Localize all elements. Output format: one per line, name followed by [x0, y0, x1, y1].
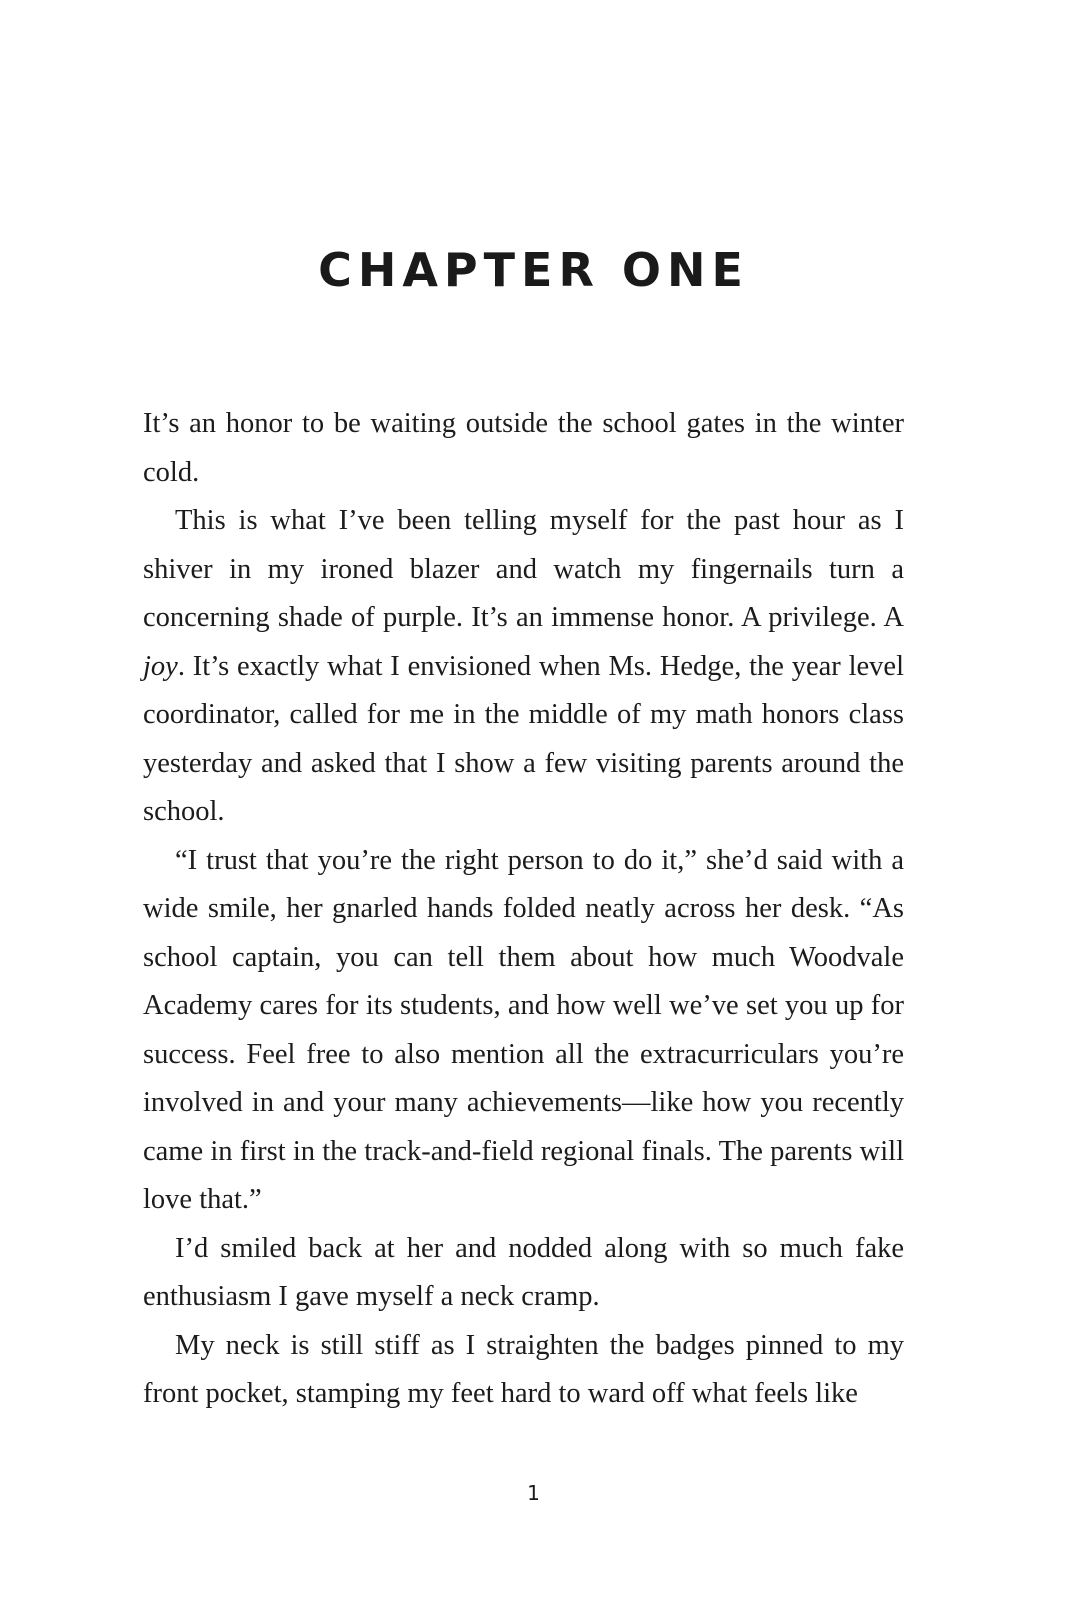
paragraph-1: It’s an honor to be waiting outside the school gates in the winter cold. — [143, 408, 904, 488]
paragraph-4: I’d smiled back at her and nodded along with so much fake enthusiasm I gave myself a neck cramp. — [143, 1232, 904, 1312]
chapter-body — [143, 400, 904, 1419]
chapter-title: CHAPTER ONE — [318, 243, 749, 297]
paragraph-2-text-end: . It’s exactly what I envisioned when Ms. Hedge, the year level coordinator, called for me in the middle of my math honors class yesterday and asked that I show a few visiting parents around the school. — [143, 650, 904, 827]
paragraph-3: “I trust that you’re the right person to do it,” she’d said with a wide smile, her gnarled hands folded neatly across her desk. “As school captain, you can tell them about how much Woodvale Academy cares for its students, and how well we’ve set you up for success. Feel free to also mention all the extracurriculars you’re involved in and your many achievements—like how you recently came in first in the track-and-field regional finals. The parents will love that.” — [143, 844, 904, 1215]
page-number: 1 — [527, 1481, 540, 1505]
paragraph-2 — [143, 497, 904, 837]
emphasis-joy: joy — [143, 650, 178, 682]
paragraph-5: My neck is still stiff as I straighten the badges pinned to my front pocket, stamping my feet hard to ward off what feels like — [143, 1329, 904, 1409]
paragraph-2-text-start: This is what I’ve been telling myself for the past hour as I shiver in my ironed blazer and watch my fingernails turn a concerning shade of purple. It’s an immense honor. A privilege. A — [143, 505, 904, 633]
